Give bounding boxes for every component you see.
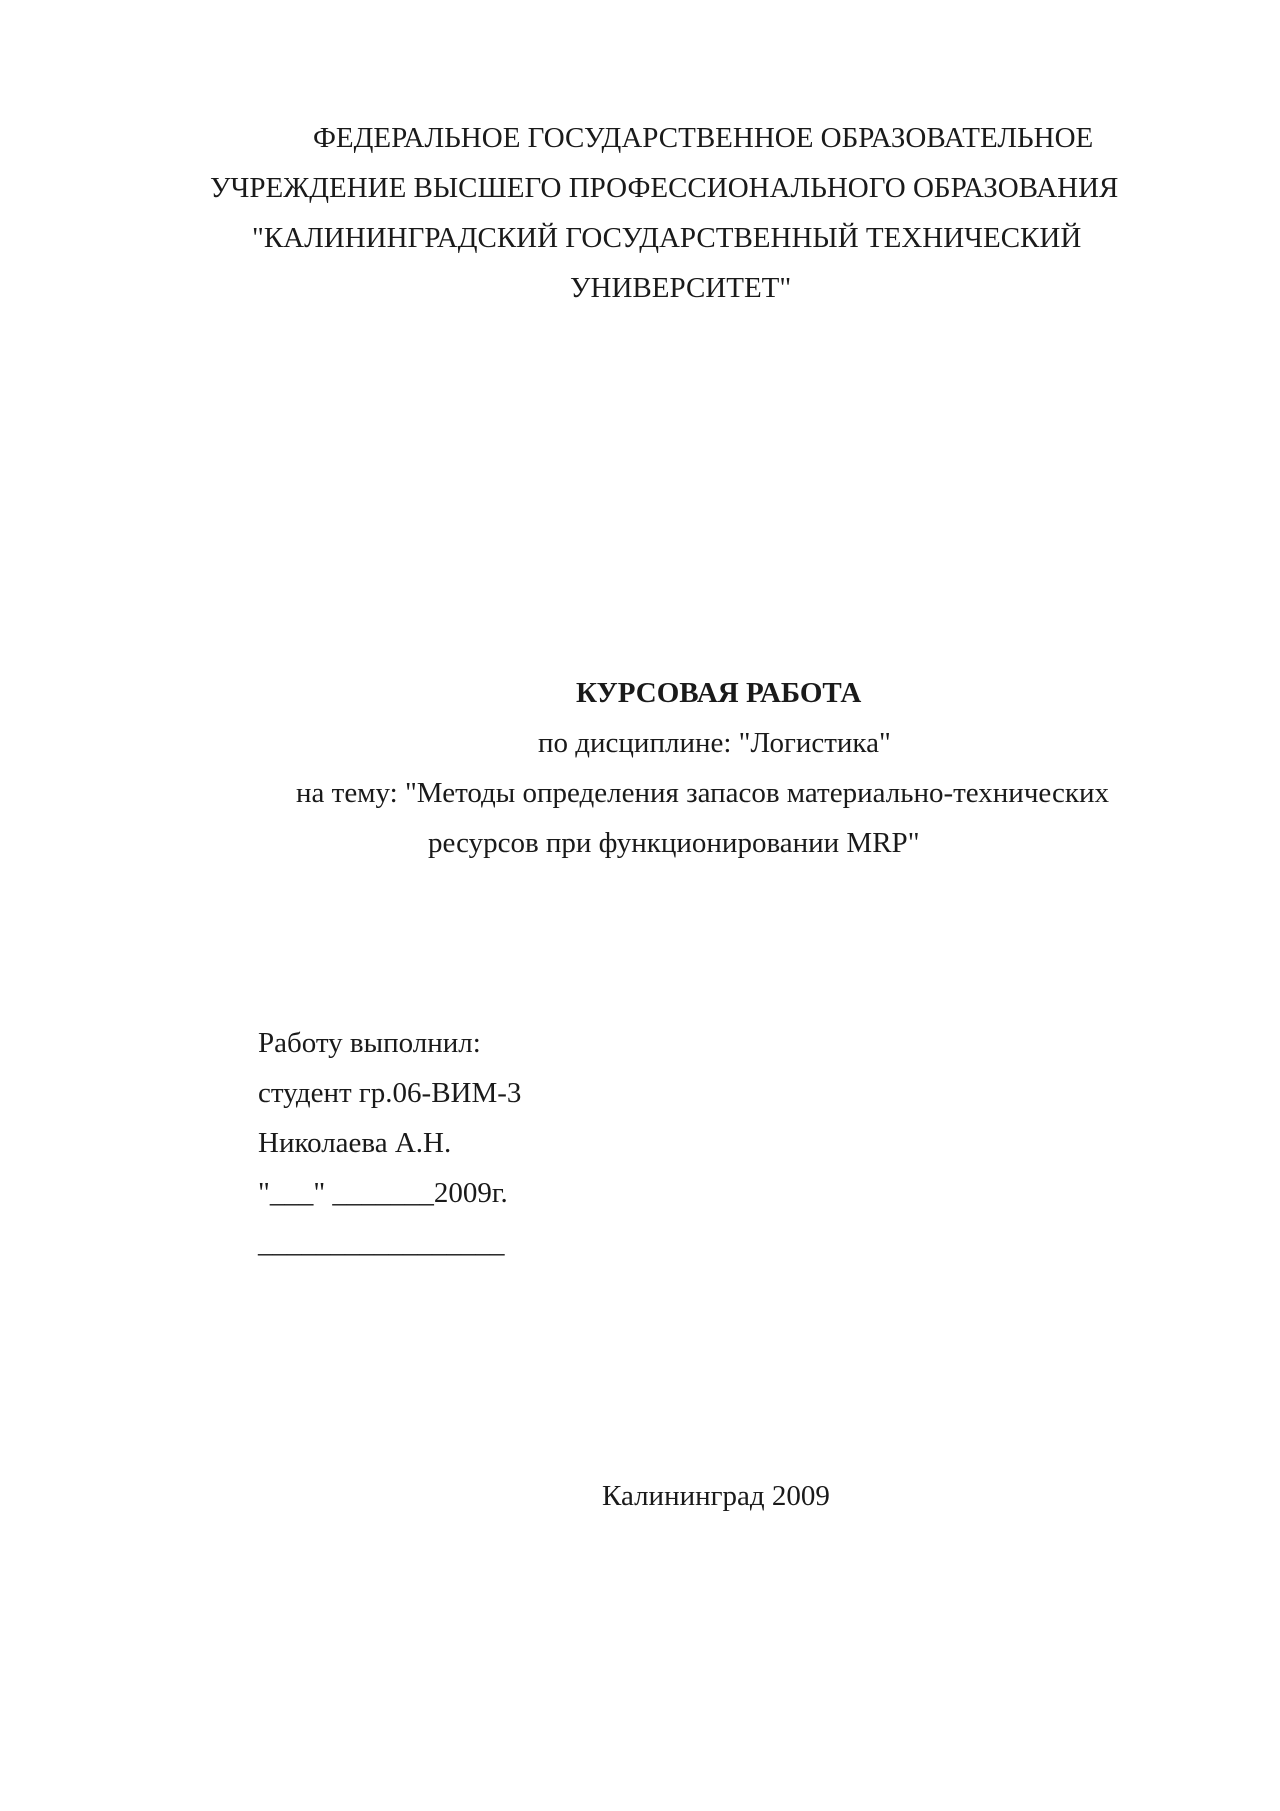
institution-line-2: УЧРЕЖДЕНИЕ ВЫСШЕГО ПРОФЕССИОНАЛЬНОГО ОБРАЗОВАНИЯ	[210, 172, 1119, 204]
author-name: Николаева А.Н.	[258, 1127, 452, 1159]
institution-line-1: ФЕДЕРАЛЬНОЕ ГОСУДАРСТВЕННОЕ ОБРАЗОВАТЕЛЬНОЕ	[313, 122, 1094, 154]
author-label: Работу выполнил:	[258, 1027, 481, 1059]
institution-line-4: УНИВЕРСИТЕТ"	[570, 272, 792, 304]
institution-line-3: "КАЛИНИНГРАДСКИЙ ГОСУДАРСТВЕННЫЙ ТЕХНИЧЕСКИЙ	[252, 222, 1082, 254]
topic-line-2: ресурсов при функционировании MRP"	[428, 827, 920, 859]
work-type-heading: КУРСОВАЯ РАБОТА	[576, 677, 862, 709]
signature-line: _________________	[258, 1227, 505, 1259]
author-group: студент гр.06-ВИМ-3	[258, 1077, 522, 1109]
date-field: "___" _______2009г.	[258, 1177, 508, 1209]
discipline-line: по дисциплине: "Логистика"	[538, 727, 891, 759]
topic-line-1: на тему: "Методы определения запасов материально-технических	[296, 777, 1109, 809]
city-year: Калининград 2009	[602, 1480, 830, 1512]
